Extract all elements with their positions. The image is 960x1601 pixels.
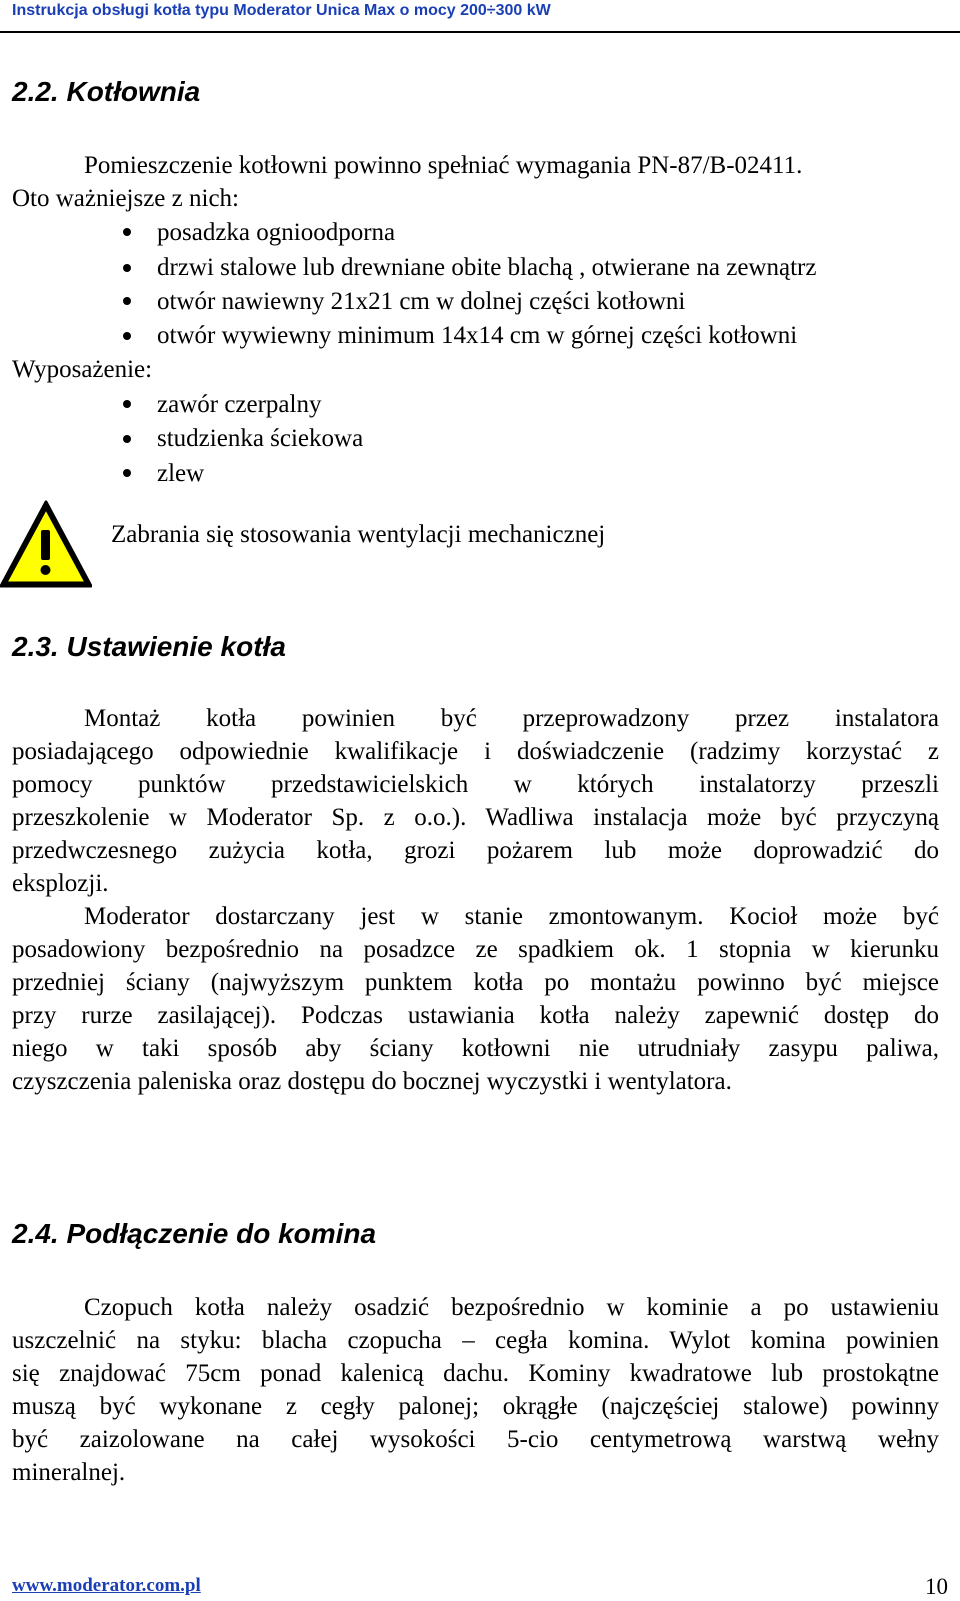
bullet-icon [123, 469, 131, 477]
paragraph-line: przy rurze zasilającej). Podczas ustawiania kotła należy zapewnić dostęp do [12, 1002, 939, 1029]
footer-website-link[interactable]: www.moderator.com.pl [12, 1575, 201, 1596]
warning-triangle-icon [0, 500, 92, 588]
list-item: posadzka ognioodporna [157, 219, 396, 246]
paragraph-line: przedwczesnego zużycia kotła, grozi pożarem lub może doprowadzić do [12, 837, 939, 864]
list-item: otwór wywiewny minimum 14x14 cm w górnej części kotłowni [157, 322, 798, 349]
page-number: 10 [925, 1574, 948, 1599]
list-item: zawór czerpalny [157, 391, 322, 418]
paragraph-line: Montaż kotła powinien być przeprowadzony przez instalatora [84, 705, 939, 732]
list-item: zlew [157, 460, 205, 487]
paragraph-line: się znajdować 75cm ponad kalenicą dachu. Kominy kwadratowe lub prostokątne [12, 1360, 939, 1387]
intro-text-line: Oto ważniejsze z nich: [12, 185, 239, 212]
list-item: studzienka ściekowa [157, 425, 364, 452]
paragraph-line: przedniej ściany (najwyższym punktem kotła po montażu powinno być miejsce [12, 969, 939, 996]
section-heading-ustawienie-kotla: 2.3. Ustawienie kotła [12, 631, 286, 662]
document-header-title: Instrukcja obsługi kotła typu Moderator Unica Max o mocy 200÷300 kW [12, 2, 551, 19]
paragraph-line: być zaizolowane na całej wysokości 5-cio centymetrową warstwą wełny [12, 1426, 939, 1453]
paragraph-line: Czopuch kotła należy osadzić bezpośrednio w kominie a po ustawieniu [84, 1294, 939, 1321]
header-divider [0, 31, 960, 33]
paragraph-line: posiadającego odpowiednie kwalifikacje i doświadczenie (radzimy korzystać z [12, 738, 939, 765]
section-heading-kotlownia: 2.2. Kotłownia [12, 76, 201, 107]
warning-text: Zabrania się stosowania wentylacji mechanicznej [111, 521, 606, 548]
paragraph-line: czyszczenia paleniska oraz dostępu do bocznej wyczystki i wentylatora. [12, 1068, 732, 1095]
section-heading-podlaczenie-do-komina: 2.4. Podłączenie do komina [12, 1218, 377, 1249]
list-item: otwór nawiewny 21x21 cm w dolnej części kotłowni [157, 288, 686, 315]
equipment-label: Wyposażenie: [12, 356, 153, 383]
paragraph-line: pomocy punktów przedstawicielskich w których instalatorzy przeszli [12, 771, 939, 798]
paragraph-line: eksplozji. [12, 870, 109, 897]
paragraph-line: mineralnej. [12, 1459, 126, 1486]
intro-text-line: Pomieszczenie kotłowni powinno spełniać wymagania PN-87/B-02411. [84, 152, 803, 179]
paragraph-line: posadowiony bezpośrednio na posadzce ze spadkiem ok. 1 stopnia w kierunku [12, 936, 939, 963]
bullet-icon [123, 435, 131, 443]
bullet-icon [123, 400, 131, 408]
paragraph-line: muszą być wykonane z cegły palonej; okrągłe (najczęściej stalowe) powinny [12, 1393, 939, 1420]
bullet-icon [123, 228, 131, 236]
paragraph-line: przeszkolenie w Moderator Sp. z o.o.). Wadliwa instalacja może być przyczyną [12, 804, 939, 831]
bullet-icon [123, 264, 131, 272]
paragraph-line: uszczelnić na styku: blacha czopucha – cegła komina. Wylot komina powinien [12, 1327, 939, 1354]
paragraph-line: Moderator dostarczany jest w stanie zmontowanym. Kocioł może być [84, 903, 939, 930]
paragraph-line: niego w taki sposób aby ściany kotłowni nie utrudniały zasypu paliwa, [12, 1035, 939, 1062]
bullet-icon [123, 332, 131, 340]
bullet-icon [123, 297, 131, 305]
list-item: drzwi stalowe lub drewniane obite blachą , otwierane na zewnątrz [157, 254, 817, 281]
